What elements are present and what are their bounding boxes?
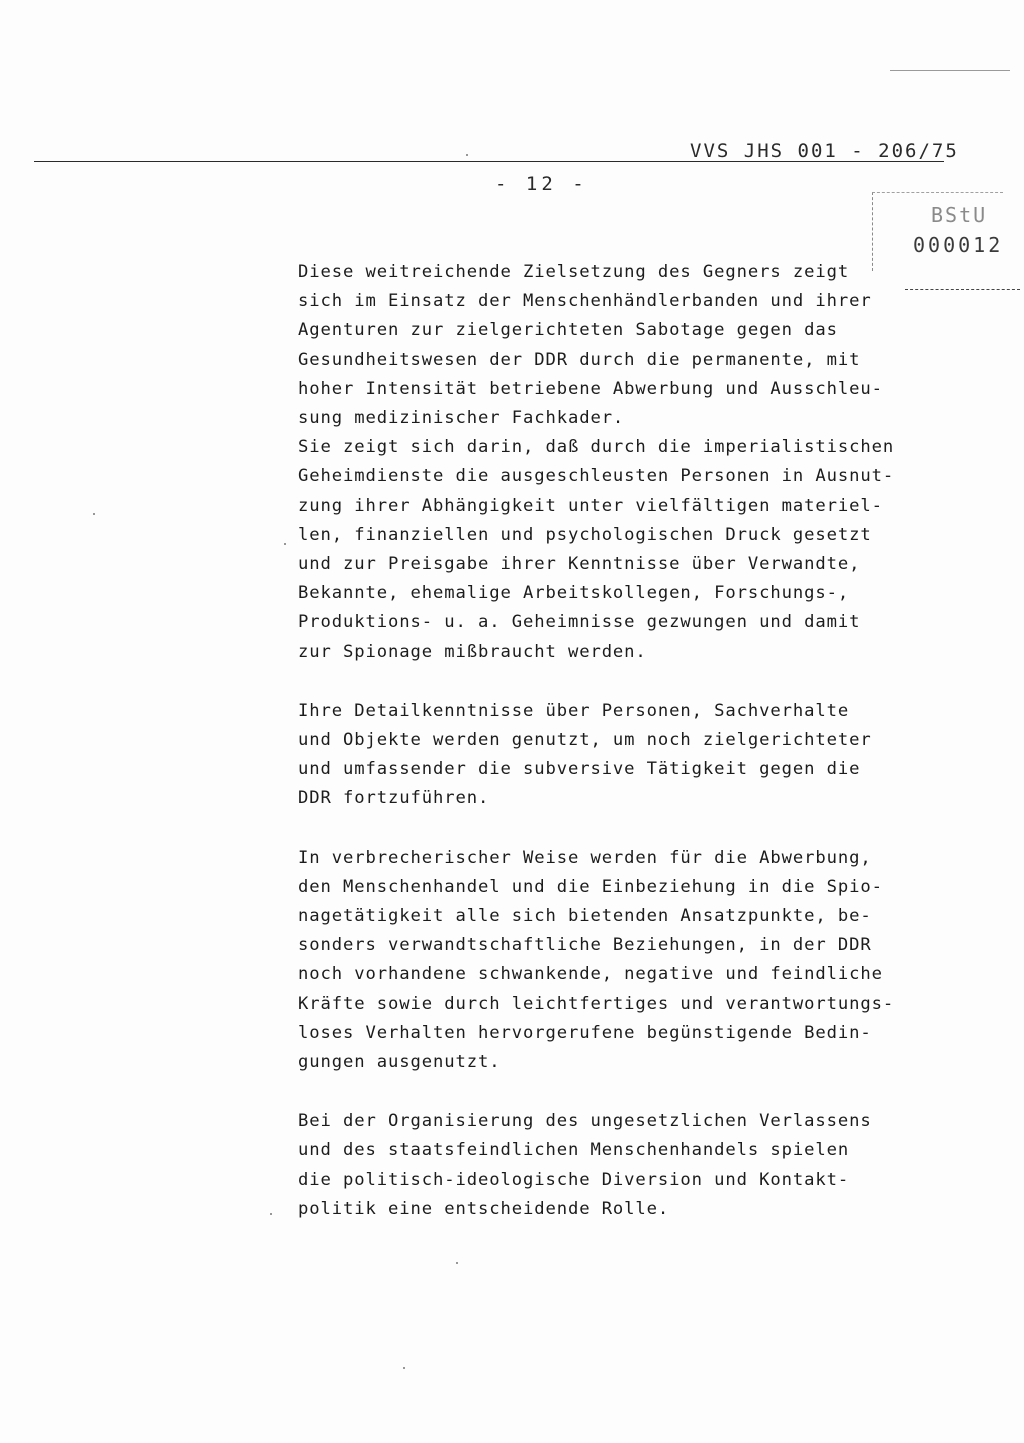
text-line: noch vorhandene schwankende, negative und feindliche: [298, 964, 883, 985]
text-line: sich im Einsatz der Menschenhändlerbanden und ihrer: [298, 291, 872, 312]
text-line: Gesundheitswesen der DDR durch die permanente, mit: [298, 349, 861, 370]
text-line: hoher Intensität betriebene Abwerbung und Ausschleu-: [298, 378, 883, 399]
text-line: Bei der Organisierung des ungesetzlichen Verlassens: [298, 1111, 872, 1132]
text-line: sonders verwandtschaftliche Beziehungen, in der DDR: [298, 935, 872, 956]
body-text: [298, 258, 968, 1224]
corner-mark-line: [890, 70, 1010, 71]
text-line: In verbrecherischer Weise werden für die Abwerbung,: [298, 847, 872, 868]
text-line: DDR fortzuführen.: [298, 788, 490, 809]
header-rule: [34, 161, 944, 162]
text-line: nagetätigkeit alle sich bietenden Ansatzpunkte, be-: [298, 906, 872, 927]
stamp-number: 000012: [913, 233, 1004, 257]
scan-speck: [284, 543, 286, 545]
text-line: Diese weitreichende Zielsetzung des Gegners zeigt: [298, 262, 850, 282]
text-line: zur Spionage mißbraucht werden.: [298, 641, 647, 662]
text-line: die politisch-ideologische Diversion und Kontakt-: [298, 1169, 850, 1190]
text-line: gungen ausgenutzt.: [298, 1052, 501, 1073]
text-line: Agenturen zur zielgerichteten Sabotage gegen das: [298, 320, 838, 341]
text-line: Geheimdienste die ausgeschleusten Personen in Ausnut-: [298, 466, 895, 487]
text-line: und zur Preisgabe ihrer Kenntnisse über Verwandte,: [298, 554, 861, 575]
stamp-agency: BStU: [931, 203, 988, 227]
paragraph-4: [298, 844, 968, 1078]
text-line: den Menschenhandel und die Einbeziehung in die Spio-: [298, 876, 883, 897]
text-line: Kräfte sowie durch leichtfertiges und verantwortungs-: [298, 993, 895, 1014]
text-line: len, finanziellen und psychologischen Druck gesetzt: [298, 524, 872, 545]
text-line: loses Verhalten hervorgerufene begünstigende Bedin-: [298, 1022, 872, 1043]
paragraph-3: [298, 697, 968, 814]
scan-speck: [270, 1213, 272, 1215]
text-line: Sie zeigt sich darin, daß durch die imperialistischen: [298, 437, 895, 458]
document-reference: VVS JHS 001 - 206/75: [690, 140, 959, 162]
scan-speck: [456, 1262, 458, 1264]
text-line: sung medizinischer Fachkader.: [298, 408, 625, 429]
text-line: und des staatsfeindlichen Menschenhandels spielen: [298, 1140, 850, 1161]
scan-speck: [466, 154, 468, 156]
text-line: und Objekte werden genutzt, um noch zielgerichteter: [298, 730, 872, 751]
text-line: politik eine entscheidende Rolle.: [298, 1198, 670, 1219]
page-number: - 12 -: [495, 173, 588, 195]
text-line: und umfassender die subversive Tätigkeit gegen die: [298, 759, 861, 780]
scan-speck: [93, 513, 95, 515]
text-line: Produktions- u. a. Geheimnisse gezwungen und damit: [298, 612, 861, 633]
text-line: Bekannte, ehemalige Arbeitskollegen, Forschungs-,: [298, 583, 850, 604]
scan-speck: [403, 1367, 405, 1369]
text-line: Ihre Detailkenntnisse über Personen, Sachverhalte: [298, 700, 850, 721]
paragraph-5: [298, 1107, 968, 1224]
paragraph-2: [298, 433, 968, 667]
text-line: zung ihrer Abhängigkeit unter vielfältigen materiel-: [298, 495, 883, 516]
paragraph-1: [298, 258, 968, 433]
